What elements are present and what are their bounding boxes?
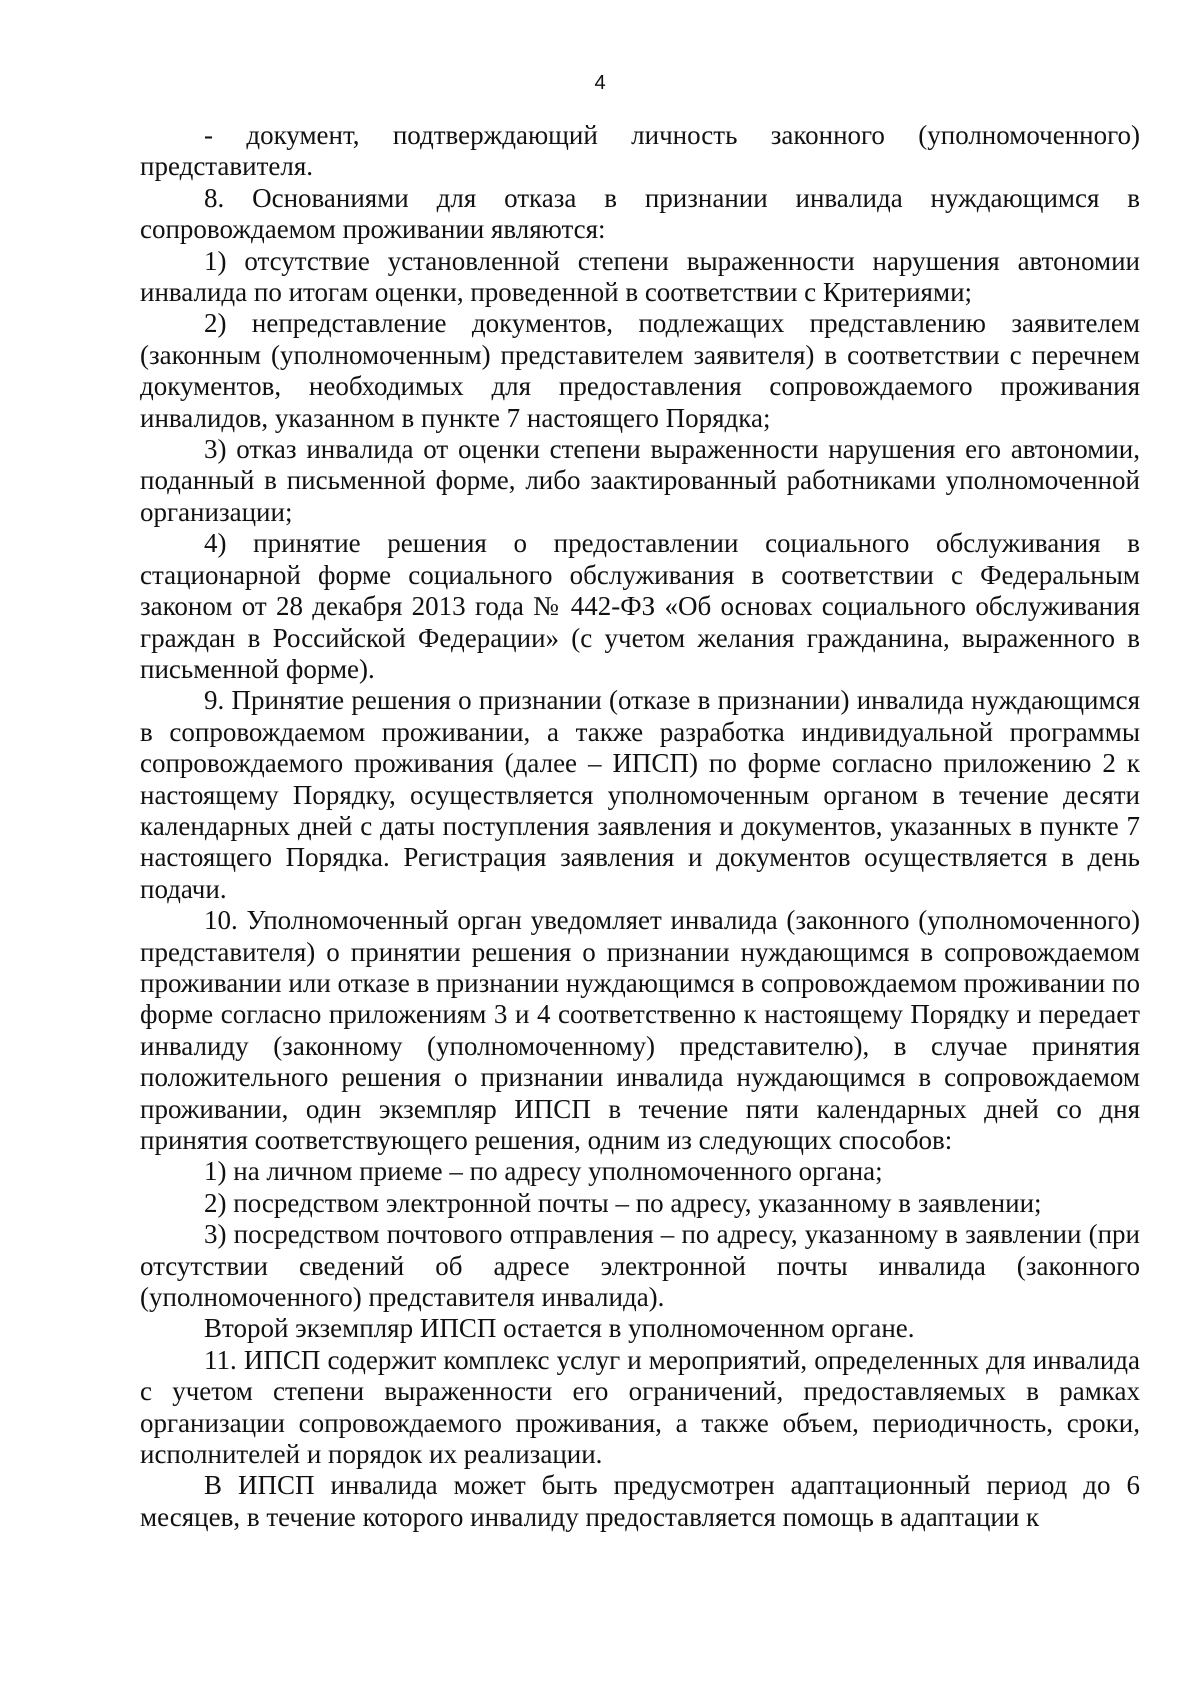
list-item-10-2: 2) посредством электронной почты – по адресу, указанному в заявлении; <box>204 1187 1042 1218</box>
list-item-8-1: 1) отсутствие установленной степени выраженности нарушения автономии инвалида по итогам оценки, проведенной в соответствии с Критериями; <box>140 245 1140 308</box>
paragraph-second-copy: Второй экземпляр ИПСП остается в уполномоченном органе. <box>204 1313 915 1344</box>
paragraph-8: 8. Основаниями для отказа в признании инвалида нуждающимся в сопровождаемом проживании являются: <box>140 182 1140 245</box>
list-item-10-3: 3) посредством почтового отправления – по адресу, указанному в заявлении (при отсутствии сведений об адресе электронной почты инвалида (законного (уполномоченного) представителя инвалида). <box>140 1219 1140 1313</box>
list-item-8-2: 2) непредставление документов, подлежащих представлению заявителем (законным (уполномоченным) представителем заявителя) в соответствии с перечнем документов, необходимых для предоставления сопровождаемого проживания инвалидов, указанном в пункте 7 настоящего Порядка; <box>140 308 1140 433</box>
paragraph-11: 11. ИПСП содержит комплекс услуг и мероприятий, определенных для инвалида с учетом степени выраженности его ограничений, предоставляемых в рамках организации сопровождаемого проживания, а также объем, периодичность, сроки, исполнителей и порядок их реализации. <box>140 1344 1140 1470</box>
paragraph-9: 9. Принятие решения о признании (отказе в признании) инвалида нуждающимся в сопровождаемом проживании, а также разработка индивидуальной программы сопровождаемого проживания (далее – ИПСП) по форме согласно приложению 2 к настоящему Порядку, осуществляется уполномоченным органом в течение десяти календарных дней с даты поступления заявления и документов, указанных в пункте 7 настоящего Порядка. Регистрация заявления и документов осуществляется в день подачи. <box>140 685 1140 904</box>
paragraph-id-document: - документ, подтверждающий личность законного (уполномоченного) представителя. <box>140 120 1140 182</box>
list-item-8-3: 3) отказ инвалида от оценки степени выраженности нарушения его автономии, поданный в письменной форме, либо заактированный работниками уполномоченной организации; <box>140 434 1140 527</box>
paragraph-10: 10. Уполномоченный орган уведомляет инвалида (законного (уполномоченного) представителя) о принятии решения о признании нуждающимся в сопровождаемом проживании или отказе в признании нуждающимся в сопровождаемом проживании по форме согласно приложениям 3 и 4 соответственно к настоящему Порядку и передает инвалиду (законному (уполномоченному) представителю), в случае принятия положительного решения о признании инвалида нуждающимся в сопровождаемом проживании, один экземпляр ИПСП в течение пяти календарных дней со дня принятия соответствующего решения, одним из следующих способов: <box>140 905 1140 1155</box>
list-item-8-4: 4) принятие решения о предоставлении социального обслуживания в стационарной форме социального обслуживания в соответствии с Федеральным законом от 28 декабря 2013 года № 442-ФЗ «Об основах социального обслуживания граждан в Российской Федерации» (с учетом желания гражданина, выраженного в письменной форме). <box>140 528 1140 684</box>
paragraph-adaptation-period: В ИПСП инвалида может быть предусмотрен адаптационный период до 6 месяцев, в течение которого инвалиду предоставляется помощь в адаптации к <box>140 1470 1140 1532</box>
list-item-10-1: 1) на личном приеме – по адресу уполномоченного органа; <box>204 1156 883 1187</box>
document-body <box>140 120 1140 1533</box>
page-number: 4 <box>594 72 606 94</box>
